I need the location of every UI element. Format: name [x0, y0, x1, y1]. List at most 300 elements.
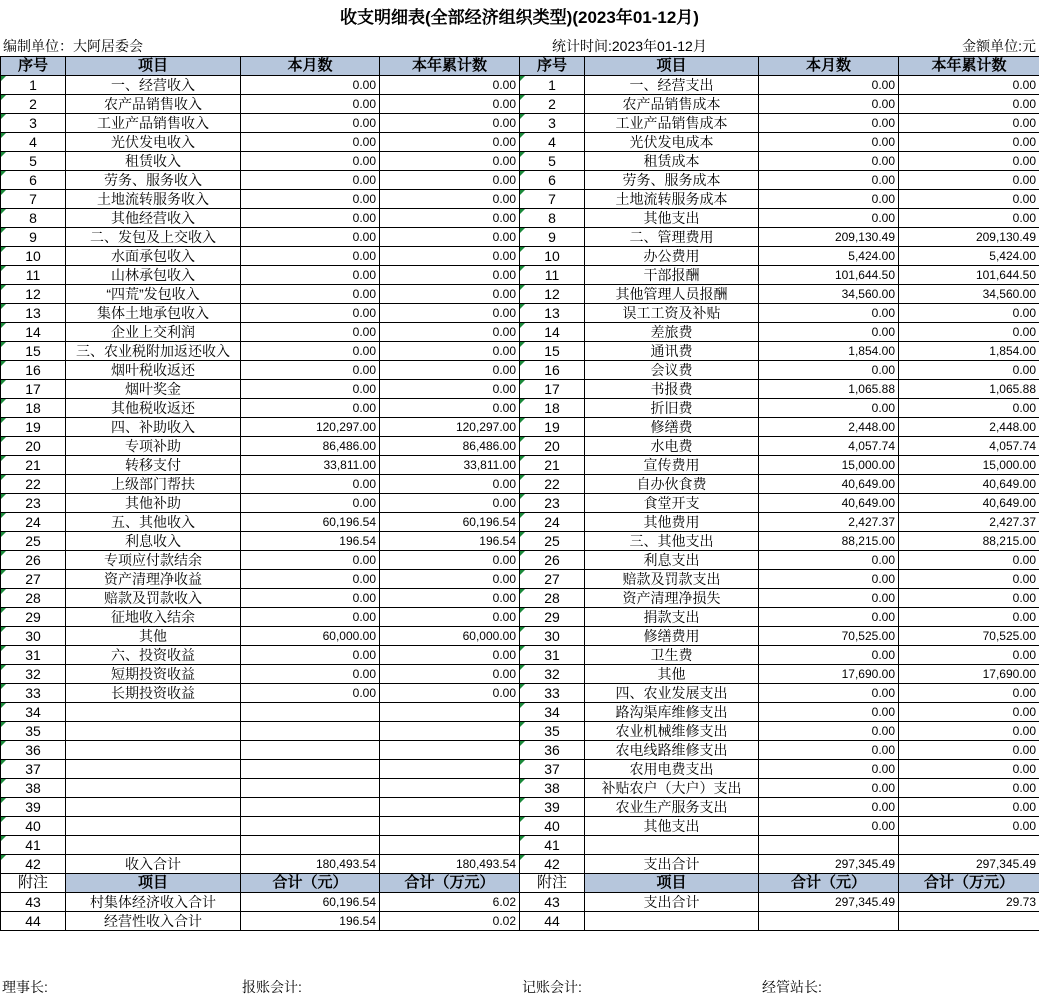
expense-month-cell: 15,000.00 — [759, 456, 899, 475]
income-item-cell: 光伏发电收入 — [66, 133, 241, 152]
header-income-year: 本年累计数 — [380, 57, 520, 76]
income-month-cell: 86,486.00 — [241, 437, 380, 456]
table-row — [1, 266, 1039, 285]
income-year-cell: 0.00 — [380, 171, 520, 190]
expense-month-cell: 0.00 — [759, 190, 899, 209]
expense-month-cell: 0.00 — [759, 114, 899, 133]
income-seq-cell: 2 — [1, 95, 66, 114]
expense-item-cell: 农电线路维修支出 — [585, 741, 759, 760]
notes-header-row — [1, 874, 1039, 893]
expense-year-cell: 0.00 — [899, 304, 1039, 323]
expense-year-cell: 40,649.00 — [899, 494, 1039, 513]
income-month-cell: 0.00 — [241, 190, 380, 209]
table-row — [1, 437, 1039, 456]
expense-year-cell: 0.00 — [899, 190, 1039, 209]
expense-item-cell: 四、农业发展支出 — [585, 684, 759, 703]
income-year-cell: 0.00 — [380, 323, 520, 342]
table-row — [1, 114, 1039, 133]
expense-year-cell: 5,424.00 — [899, 247, 1039, 266]
income-month-cell: 0.00 — [241, 285, 380, 304]
expense-seq-cell: 34 — [520, 703, 585, 722]
expense-month-cell: 34,560.00 — [759, 285, 899, 304]
income-item-cell: 转移支付 — [66, 456, 241, 475]
expense-seq-cell: 36 — [520, 741, 585, 760]
table-row — [1, 722, 1039, 741]
expense-seq-cell: 25 — [520, 532, 585, 551]
note-income-item-cell: 经营性收入合计 — [66, 912, 241, 931]
income-month-cell — [241, 836, 380, 855]
income-year-cell: 0.00 — [380, 665, 520, 684]
income-year-cell: 0.00 — [380, 380, 520, 399]
income-seq-cell: 40 — [1, 817, 66, 836]
income-seq-cell: 11 — [1, 266, 66, 285]
income-year-cell: 0.00 — [380, 608, 520, 627]
notes-header-expense-yuan: 合计（元） — [759, 874, 899, 893]
income-month-cell: 0.00 — [241, 475, 380, 494]
note-expense-wan-cell: 29.73 — [899, 893, 1039, 912]
income-seq-cell: 14 — [1, 323, 66, 342]
income-item-cell: 土地流转服务收入 — [66, 190, 241, 209]
expense-seq-cell: 29 — [520, 608, 585, 627]
expense-seq-cell: 26 — [520, 551, 585, 570]
expense-month-cell: 40,649.00 — [759, 494, 899, 513]
expense-month-cell: 0.00 — [759, 779, 899, 798]
table-row — [1, 836, 1039, 855]
table-row — [1, 247, 1039, 266]
expense-month-cell: 0.00 — [759, 703, 899, 722]
table-row — [1, 152, 1039, 171]
table-row — [1, 665, 1039, 684]
income-year-cell — [380, 836, 520, 855]
income-year-cell: 0.00 — [380, 342, 520, 361]
table-row — [1, 513, 1039, 532]
expense-month-cell: 2,427.37 — [759, 513, 899, 532]
table-row — [1, 589, 1039, 608]
income-month-cell: 0.00 — [241, 589, 380, 608]
expense-item-cell: 农业机械维修支出 — [585, 722, 759, 741]
income-month-cell: 0.00 — [241, 266, 380, 285]
table-row — [1, 475, 1039, 494]
income-item-cell: 收入合计 — [66, 855, 241, 874]
income-year-cell: 33,811.00 — [380, 456, 520, 475]
expense-seq-cell: 23 — [520, 494, 585, 513]
income-item-cell: 其他税收返还 — [66, 399, 241, 418]
income-seq-cell: 12 — [1, 285, 66, 304]
expense-month-cell: 88,215.00 — [759, 532, 899, 551]
expense-year-cell: 34,560.00 — [899, 285, 1039, 304]
expense-year-cell: 0.00 — [899, 722, 1039, 741]
expense-month-cell: 0.00 — [759, 304, 899, 323]
expense-seq-cell: 19 — [520, 418, 585, 437]
header-expense-year: 本年累计数 — [899, 57, 1039, 76]
note-income-yuan-cell: 196.54 — [241, 912, 380, 931]
note-expense-seq-cell: 43 — [520, 893, 585, 912]
expense-item-cell: 差旅费 — [585, 323, 759, 342]
income-month-cell: 0.00 — [241, 380, 380, 399]
expense-seq-cell: 22 — [520, 475, 585, 494]
income-month-cell: 60,196.54 — [241, 513, 380, 532]
note-income-item-cell: 村集体经济收入合计 — [66, 893, 241, 912]
income-year-cell: 0.00 — [380, 684, 520, 703]
income-seq-cell: 30 — [1, 627, 66, 646]
income-item-cell — [66, 798, 241, 817]
income-item-cell: 农产品销售收入 — [66, 95, 241, 114]
income-seq-cell: 26 — [1, 551, 66, 570]
expense-item-cell: 捐款支出 — [585, 608, 759, 627]
income-month-cell — [241, 741, 380, 760]
notes-header-income-item: 项目 — [66, 874, 241, 893]
expense-year-cell: 0.00 — [899, 95, 1039, 114]
table-row — [1, 133, 1039, 152]
income-year-cell: 0.00 — [380, 133, 520, 152]
expense-seq-cell: 2 — [520, 95, 585, 114]
table-row — [1, 703, 1039, 722]
expense-month-cell: 0.00 — [759, 95, 899, 114]
header-seq: 序号 — [1, 57, 66, 76]
expense-seq-cell: 31 — [520, 646, 585, 665]
note-expense-seq-cell: 44 — [520, 912, 585, 931]
note-income-wan-cell: 6.02 — [380, 893, 520, 912]
income-item-cell: 山林承包收入 — [66, 266, 241, 285]
expense-item-cell: 其他 — [585, 665, 759, 684]
expense-year-cell: 0.00 — [899, 798, 1039, 817]
expense-item-cell: 其他支出 — [585, 817, 759, 836]
income-item-cell — [66, 741, 241, 760]
income-item-cell: 六、投资收益 — [66, 646, 241, 665]
expense-month-cell: 0.00 — [759, 152, 899, 171]
expense-year-cell: 2,427.37 — [899, 513, 1039, 532]
income-expense-table — [0, 56, 1039, 931]
period-label: 统计时间:2023年01-12月 — [552, 38, 707, 54]
income-year-cell: 0.00 — [380, 190, 520, 209]
expense-month-cell: 1,065.88 — [759, 380, 899, 399]
table-row — [1, 532, 1039, 551]
income-month-cell: 0.00 — [241, 323, 380, 342]
income-seq-cell: 29 — [1, 608, 66, 627]
expense-year-cell: 2,448.00 — [899, 418, 1039, 437]
expense-month-cell: 0.00 — [759, 684, 899, 703]
table-row — [1, 95, 1039, 114]
header-income-month: 本月数 — [241, 57, 380, 76]
income-year-cell — [380, 722, 520, 741]
bookkeeper-label: 记账会计: — [522, 979, 582, 995]
expense-item-cell: 补贴农户（大户）支出 — [585, 779, 759, 798]
expense-seq-cell: 21 — [520, 456, 585, 475]
income-month-cell: 60,000.00 — [241, 627, 380, 646]
expense-seq-cell: 1 — [520, 76, 585, 95]
expense-item-cell: 资产清理净损失 — [585, 589, 759, 608]
header-expense-item: 项目 — [585, 57, 759, 76]
table-row — [1, 494, 1039, 513]
header-income-item: 项目 — [66, 57, 241, 76]
income-year-cell: 0.00 — [380, 304, 520, 323]
currency-unit-label: 金额单位:元 — [962, 38, 1036, 54]
expense-item-cell: 劳务、服务成本 — [585, 171, 759, 190]
expense-seq-cell: 30 — [520, 627, 585, 646]
table-row — [1, 380, 1039, 399]
expense-year-cell: 0.00 — [899, 570, 1039, 589]
income-year-cell: 86,486.00 — [380, 437, 520, 456]
expense-year-cell: 0.00 — [899, 741, 1039, 760]
expense-seq-cell: 38 — [520, 779, 585, 798]
notes-header-note-2: 附注 — [520, 874, 585, 893]
income-month-cell — [241, 817, 380, 836]
income-seq-cell: 41 — [1, 836, 66, 855]
expense-item-cell: 其他管理人员报酬 — [585, 285, 759, 304]
expense-year-cell: 0.00 — [899, 152, 1039, 171]
income-month-cell: 0.00 — [241, 209, 380, 228]
income-item-cell: 烟叶税收返还 — [66, 361, 241, 380]
income-item-cell: 专项补助 — [66, 437, 241, 456]
income-month-cell: 0.00 — [241, 684, 380, 703]
income-seq-cell: 20 — [1, 437, 66, 456]
notes-header-income-wan: 合计（万元） — [380, 874, 520, 893]
income-year-cell — [380, 703, 520, 722]
expense-seq-cell: 33 — [520, 684, 585, 703]
income-seq-cell: 33 — [1, 684, 66, 703]
income-seq-cell: 34 — [1, 703, 66, 722]
expense-seq-cell: 28 — [520, 589, 585, 608]
income-year-cell — [380, 760, 520, 779]
table-row — [1, 779, 1039, 798]
expense-seq-cell: 4 — [520, 133, 585, 152]
expense-month-cell: 4,057.74 — [759, 437, 899, 456]
income-seq-cell: 8 — [1, 209, 66, 228]
expense-seq-cell: 3 — [520, 114, 585, 133]
income-year-cell: 0.00 — [380, 95, 520, 114]
expense-year-cell: 0.00 — [899, 817, 1039, 836]
notes-row — [1, 912, 1039, 931]
expense-item-cell: 农产品销售成本 — [585, 95, 759, 114]
expense-month-cell: 0.00 — [759, 760, 899, 779]
income-item-cell: 专项应付款结余 — [66, 551, 241, 570]
income-month-cell — [241, 779, 380, 798]
table-row — [1, 342, 1039, 361]
expense-seq-cell: 10 — [520, 247, 585, 266]
expense-item-cell: 利息支出 — [585, 551, 759, 570]
income-seq-cell: 36 — [1, 741, 66, 760]
table-row — [1, 171, 1039, 190]
expense-month-cell: 1,854.00 — [759, 342, 899, 361]
income-item-cell: 赔款及罚款收入 — [66, 589, 241, 608]
expense-month-cell: 0.00 — [759, 646, 899, 665]
expense-item-cell: 其他费用 — [585, 513, 759, 532]
income-item-cell: 其他经营收入 — [66, 209, 241, 228]
table-row — [1, 760, 1039, 779]
table-row — [1, 323, 1039, 342]
table-row — [1, 190, 1039, 209]
income-year-cell: 0.00 — [380, 646, 520, 665]
expense-seq-cell: 14 — [520, 323, 585, 342]
expense-month-cell: 70,525.00 — [759, 627, 899, 646]
income-seq-cell: 28 — [1, 589, 66, 608]
table-row — [1, 285, 1039, 304]
expense-item-cell: 修缮费用 — [585, 627, 759, 646]
income-item-cell: 四、补助收入 — [66, 418, 241, 437]
expense-item-cell: 工业产品销售成本 — [585, 114, 759, 133]
income-item-cell: 资产清理净收益 — [66, 570, 241, 589]
income-item-cell: 短期投资收益 — [66, 665, 241, 684]
income-item-cell: 三、农业税附加返还收入 — [66, 342, 241, 361]
notes-header-income-yuan: 合计（元） — [241, 874, 380, 893]
expense-year-cell: 0.00 — [899, 399, 1039, 418]
expense-seq-cell: 15 — [520, 342, 585, 361]
income-year-cell: 120,297.00 — [380, 418, 520, 437]
income-month-cell: 0.00 — [241, 76, 380, 95]
income-year-cell: 0.00 — [380, 266, 520, 285]
income-seq-cell: 22 — [1, 475, 66, 494]
income-month-cell: 0.00 — [241, 361, 380, 380]
expense-seq-cell: 17 — [520, 380, 585, 399]
expense-month-cell: 0.00 — [759, 361, 899, 380]
income-month-cell: 196.54 — [241, 532, 380, 551]
expense-seq-cell: 18 — [520, 399, 585, 418]
reimburse-accountant-label: 报账会计: — [242, 979, 302, 995]
income-seq-cell: 3 — [1, 114, 66, 133]
org-unit-label: 编制单位：大阿居委会 — [3, 38, 143, 54]
income-seq-cell: 18 — [1, 399, 66, 418]
expense-month-cell: 40,649.00 — [759, 475, 899, 494]
income-item-cell — [66, 817, 241, 836]
table-row — [1, 399, 1039, 418]
expense-year-cell: 0.00 — [899, 646, 1039, 665]
expense-year-cell: 4,057.74 — [899, 437, 1039, 456]
expense-year-cell: 0.00 — [899, 209, 1039, 228]
income-year-cell: 0.00 — [380, 475, 520, 494]
income-item-cell: 其他 — [66, 627, 241, 646]
table-row — [1, 551, 1039, 570]
income-item-cell: 一、经营收入 — [66, 76, 241, 95]
expense-month-cell: 0.00 — [759, 76, 899, 95]
table-row — [1, 228, 1039, 247]
income-seq-cell: 32 — [1, 665, 66, 684]
income-seq-cell: 16 — [1, 361, 66, 380]
sheet-title: 收支明细表(全部经济组织类型)(2023年01-12月) — [340, 8, 699, 27]
expense-year-cell: 0.00 — [899, 361, 1039, 380]
table-row — [1, 570, 1039, 589]
expense-seq-cell: 37 — [520, 760, 585, 779]
income-item-cell — [66, 836, 241, 855]
note-income-seq-cell: 43 — [1, 893, 66, 912]
income-month-cell — [241, 703, 380, 722]
income-item-cell: 征地收入结余 — [66, 608, 241, 627]
income-item-cell: 工业产品销售收入 — [66, 114, 241, 133]
expense-item-cell: 折旧费 — [585, 399, 759, 418]
note-income-wan-cell: 0.02 — [380, 912, 520, 931]
note-income-yuan-cell: 60,196.54 — [241, 893, 380, 912]
income-item-cell: 五、其他收入 — [66, 513, 241, 532]
income-item-cell: 二、发包及上交收入 — [66, 228, 241, 247]
expense-month-cell: 0.00 — [759, 570, 899, 589]
income-month-cell: 0.00 — [241, 171, 380, 190]
expense-seq-cell: 11 — [520, 266, 585, 285]
income-year-cell: 0.00 — [380, 589, 520, 608]
income-month-cell: 0.00 — [241, 608, 380, 627]
income-item-cell — [66, 703, 241, 722]
income-year-cell: 0.00 — [380, 361, 520, 380]
expense-year-cell: 0.00 — [899, 760, 1039, 779]
income-month-cell: 0.00 — [241, 342, 380, 361]
expense-seq-cell: 8 — [520, 209, 585, 228]
income-seq-cell: 17 — [1, 380, 66, 399]
header-seq-2: 序号 — [520, 57, 585, 76]
table-row — [1, 855, 1039, 874]
expense-year-cell: 88,215.00 — [899, 532, 1039, 551]
table-row — [1, 608, 1039, 627]
income-year-cell: 0.00 — [380, 76, 520, 95]
income-month-cell: 33,811.00 — [241, 456, 380, 475]
income-month-cell: 0.00 — [241, 114, 380, 133]
expense-year-cell: 0.00 — [899, 684, 1039, 703]
expense-seq-cell: 13 — [520, 304, 585, 323]
expense-seq-cell: 39 — [520, 798, 585, 817]
income-item-cell: 利息收入 — [66, 532, 241, 551]
income-year-cell: 0.00 — [380, 114, 520, 133]
expense-item-cell — [585, 836, 759, 855]
expense-item-cell: 农业生产服务支出 — [585, 798, 759, 817]
income-year-cell: 0.00 — [380, 152, 520, 171]
income-year-cell: 0.00 — [380, 399, 520, 418]
expense-seq-cell: 24 — [520, 513, 585, 532]
income-month-cell: 0.00 — [241, 665, 380, 684]
expense-month-cell: 0.00 — [759, 722, 899, 741]
expense-item-cell: 光伏发电成本 — [585, 133, 759, 152]
expense-year-cell: 0.00 — [899, 133, 1039, 152]
income-seq-cell: 35 — [1, 722, 66, 741]
income-seq-cell: 15 — [1, 342, 66, 361]
income-year-cell — [380, 798, 520, 817]
expense-item-cell: 租赁成本 — [585, 152, 759, 171]
income-seq-cell: 39 — [1, 798, 66, 817]
expense-month-cell: 0.00 — [759, 798, 899, 817]
expense-year-cell: 0.00 — [899, 779, 1039, 798]
income-item-cell: 上级部门帮扶 — [66, 475, 241, 494]
income-seq-cell: 6 — [1, 171, 66, 190]
expense-year-cell: 0.00 — [899, 76, 1039, 95]
table-row — [1, 817, 1039, 836]
income-item-cell: 水面承包收入 — [66, 247, 241, 266]
table-row — [1, 304, 1039, 323]
income-year-cell — [380, 741, 520, 760]
expense-item-cell: 路沟渠库维修支出 — [585, 703, 759, 722]
income-year-cell — [380, 779, 520, 798]
income-month-cell: 0.00 — [241, 551, 380, 570]
income-month-cell — [241, 722, 380, 741]
expense-item-cell: 自办伙食费 — [585, 475, 759, 494]
expense-seq-cell: 6 — [520, 171, 585, 190]
expense-month-cell: 0.00 — [759, 589, 899, 608]
income-item-cell: “四荒”发包收入 — [66, 285, 241, 304]
table-row — [1, 456, 1039, 475]
expense-month-cell: 0.00 — [759, 133, 899, 152]
expense-month-cell: 2,448.00 — [759, 418, 899, 437]
expense-year-cell: 40,649.00 — [899, 475, 1039, 494]
income-month-cell: 0.00 — [241, 570, 380, 589]
income-item-cell: 劳务、服务收入 — [66, 171, 241, 190]
income-month-cell: 0.00 — [241, 247, 380, 266]
chairman-signature-label: 理事长: — [2, 979, 48, 995]
expense-year-cell: 101,644.50 — [899, 266, 1039, 285]
expense-seq-cell: 5 — [520, 152, 585, 171]
expense-month-cell: 297,345.49 — [759, 855, 899, 874]
expense-item-cell: 宣传费用 — [585, 456, 759, 475]
table-row — [1, 798, 1039, 817]
expense-seq-cell: 9 — [520, 228, 585, 247]
income-item-cell — [66, 760, 241, 779]
table-row — [1, 361, 1039, 380]
table-row — [1, 418, 1039, 437]
expense-year-cell: 0.00 — [899, 323, 1039, 342]
